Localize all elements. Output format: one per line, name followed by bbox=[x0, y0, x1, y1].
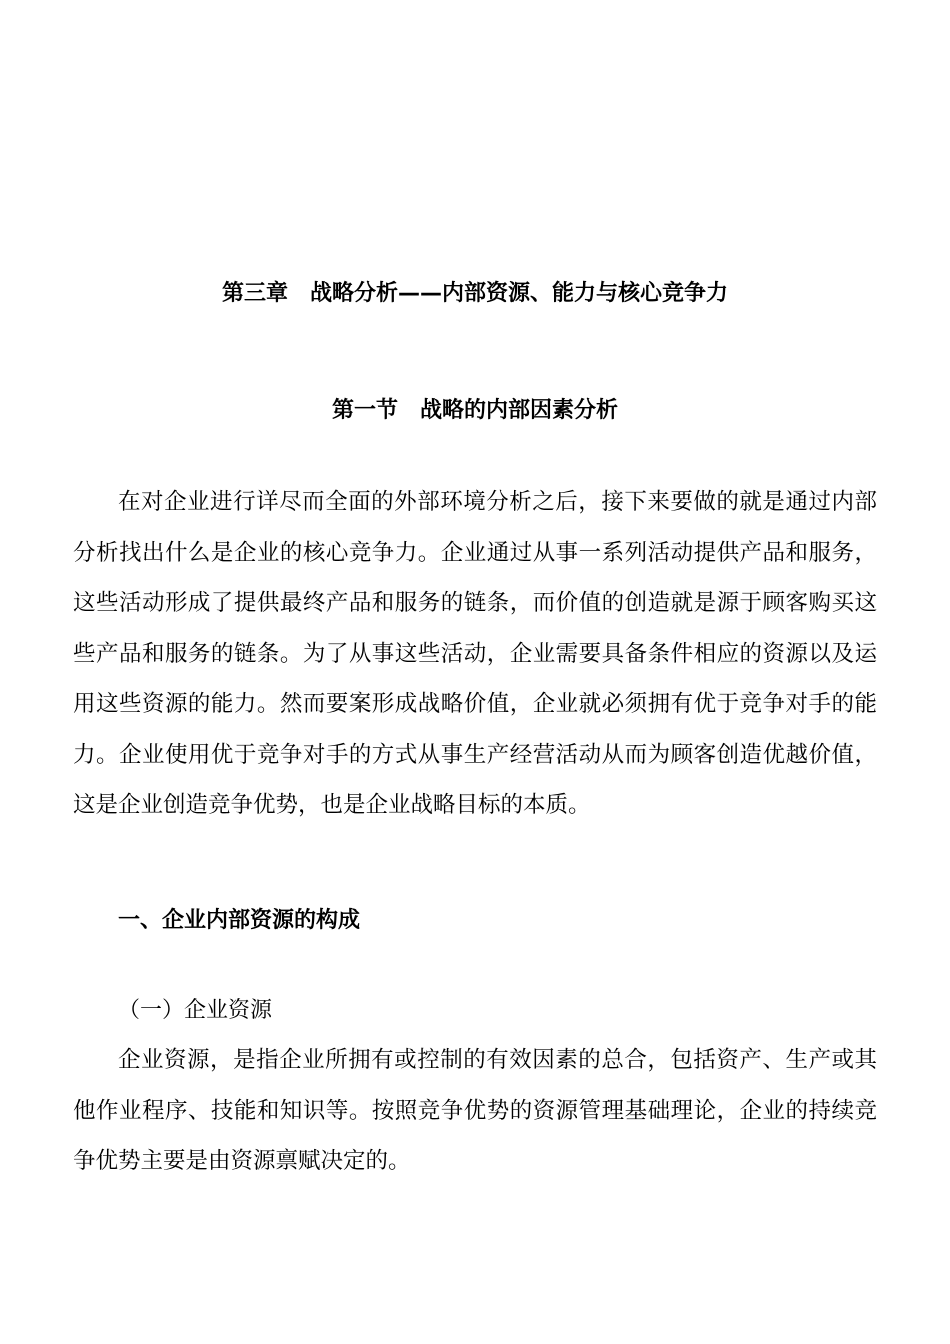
body-paragraph-intro: 在对企业进行详尽而全面的外部环境分析之后，接下来要做的就是通过内部分析找出什么是企业的核心竞争力。企业通过从事一系列活动提供产品和服务，这些活动形成了提供最终产品和服务的链条，而价值的创造就是源于顾客购买这些产品和服务的链条。为了从事这些活动，企业需要具备条件相应的资源以及运用这些资源的能力。然而要案形成战略价值，企业就必须拥有优于竞争对手的能力。企业使用优于竞争对手的方式从事生产经营活动从而为顾客创造优越价值，这是企业创造竞争优势，也是企业战略目标的本质。 bbox=[73, 489, 877, 818]
chapter-title: 第三章 战略分析——内部资源、能力与核心竞争力 bbox=[221, 281, 728, 306]
subsection-heading: 一、企业内部资源的构成 bbox=[118, 908, 361, 933]
body-paragraph-resources: 企业资源，是指企业所拥有或控制的有效因素的总合，包括资产、生产或其他作业程序、技能和知识等。按照竞争优势的资源管理基础理论，企业的持续竞争优势主要是由资源禀赋决定的。 bbox=[73, 1047, 877, 1174]
section-title: 第一节 战略的内部因素分析 bbox=[331, 398, 618, 423]
sub-subsection-heading: （一）企业资源 bbox=[118, 998, 273, 1023]
